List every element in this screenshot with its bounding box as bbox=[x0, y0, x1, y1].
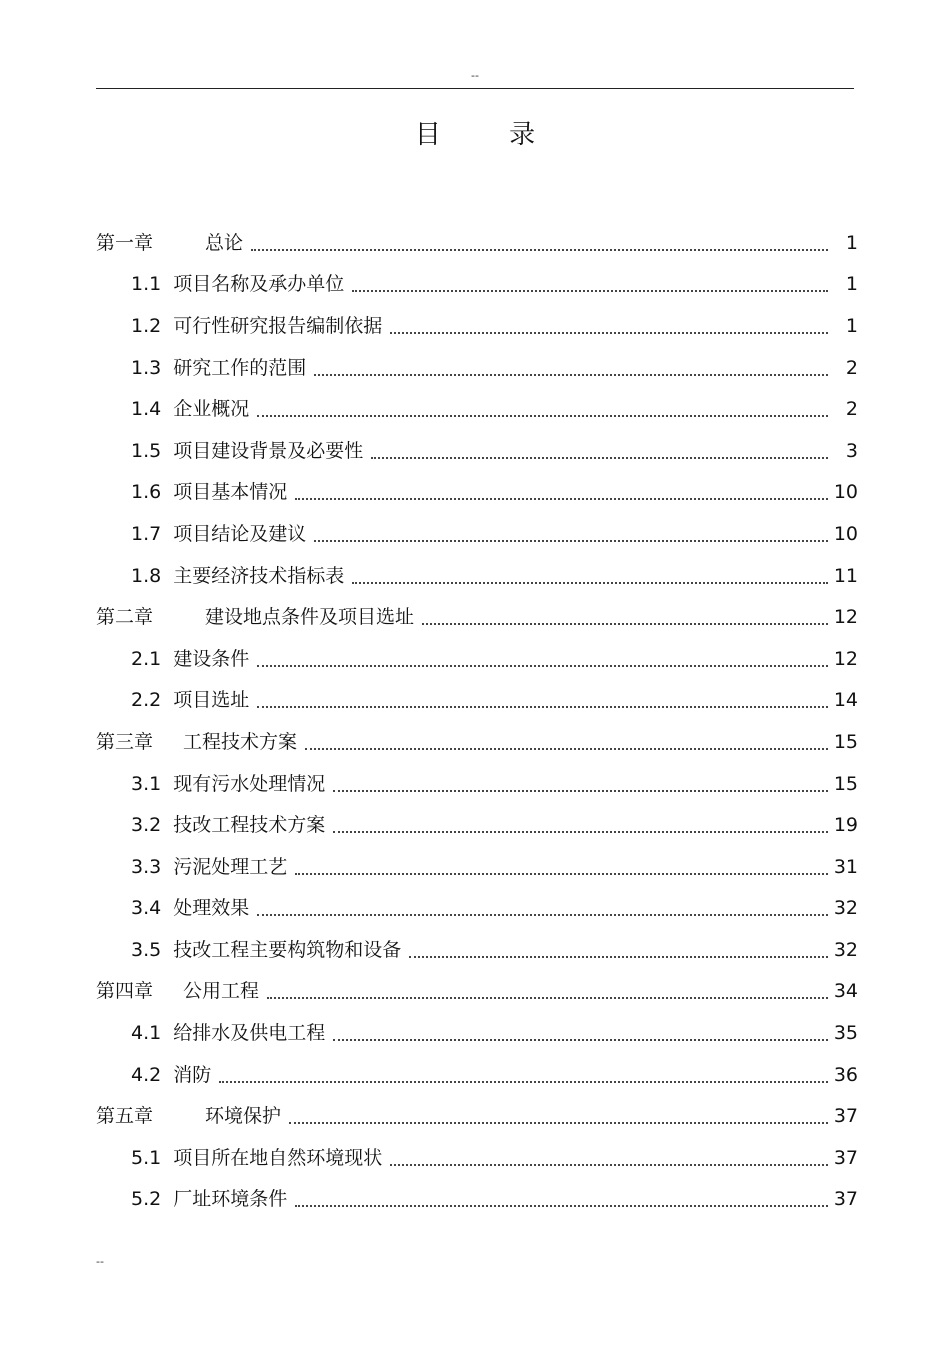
toc-entry-text: 环境保护 bbox=[205, 1105, 282, 1128]
toc-section-number: 4.1 bbox=[131, 1022, 162, 1045]
toc-chapter-label: 第三章 bbox=[96, 730, 154, 753]
toc-chapter-entry[interactable] bbox=[96, 971, 858, 1013]
toc-page-number: 34 bbox=[833, 980, 858, 1003]
toc-page-number: 37 bbox=[833, 1146, 858, 1169]
toc-page-number: 11 bbox=[833, 564, 858, 587]
toc-section-number: 1.1 bbox=[131, 273, 162, 296]
toc-dot-leader bbox=[422, 623, 828, 625]
header-mark: -- bbox=[471, 69, 479, 82]
toc-section-number: 3.5 bbox=[131, 938, 162, 961]
toc-section-number: 3.4 bbox=[131, 897, 162, 920]
toc-section-number: 3.1 bbox=[131, 772, 162, 795]
toc-chapter-label: 第二章 bbox=[96, 606, 154, 629]
toc-dot-leader bbox=[257, 706, 828, 708]
toc-chapter-entry[interactable] bbox=[96, 721, 858, 763]
toc-section-entry[interactable] bbox=[96, 804, 858, 846]
toc-entry-text: 公用工程 bbox=[183, 980, 260, 1003]
toc-dot-leader bbox=[333, 790, 828, 792]
toc-dot-leader bbox=[409, 956, 828, 958]
toc-page-number: 12 bbox=[833, 606, 858, 629]
toc-section-entry[interactable] bbox=[96, 555, 858, 597]
toc-dot-leader bbox=[314, 374, 828, 376]
toc-section-number: 2.1 bbox=[131, 647, 162, 670]
toc-page-number: 15 bbox=[833, 730, 858, 753]
table-of-contents bbox=[96, 222, 858, 1220]
toc-dot-leader bbox=[305, 748, 828, 750]
toc-page-number: 2 bbox=[845, 356, 858, 379]
toc-chapter-entry[interactable] bbox=[96, 596, 858, 638]
toc-chapter-entry[interactable] bbox=[96, 222, 858, 264]
toc-dot-leader bbox=[333, 831, 828, 833]
toc-section-number: 3.3 bbox=[131, 855, 162, 878]
toc-entry-text: 项目结论及建议 bbox=[173, 522, 307, 545]
toc-chapter-label: 第四章 bbox=[96, 980, 154, 1003]
toc-page-number: 19 bbox=[833, 814, 858, 837]
toc-entry-text: 厂址环境条件 bbox=[173, 1188, 288, 1211]
toc-entry-text: 项目所在地自然环境现状 bbox=[173, 1146, 383, 1169]
toc-dot-leader bbox=[257, 914, 828, 916]
toc-section-entry[interactable] bbox=[96, 388, 858, 430]
toc-section-entry[interactable] bbox=[96, 929, 858, 971]
toc-entry-text: 项目建设背景及必要性 bbox=[173, 439, 364, 462]
toc-dot-leader bbox=[295, 498, 828, 500]
toc-page-number: 36 bbox=[833, 1063, 858, 1086]
toc-dot-leader bbox=[371, 457, 828, 459]
toc-page-number: 2 bbox=[845, 398, 858, 421]
toc-dot-leader bbox=[257, 415, 828, 417]
toc-entry-text: 给排水及供电工程 bbox=[173, 1022, 326, 1045]
toc-dot-leader bbox=[257, 665, 828, 667]
toc-entry-text: 项目基本情况 bbox=[173, 481, 288, 504]
toc-section-entry[interactable] bbox=[96, 888, 858, 930]
toc-entry-text: 消防 bbox=[173, 1063, 212, 1086]
toc-page-number: 37 bbox=[833, 1105, 858, 1128]
toc-section-number: 2.2 bbox=[131, 689, 162, 712]
toc-page-number: 10 bbox=[833, 481, 858, 504]
toc-section-number: 1.6 bbox=[131, 481, 162, 504]
toc-entry-text: 污泥处理工艺 bbox=[173, 855, 288, 878]
toc-section-entry[interactable] bbox=[96, 763, 858, 805]
toc-entry-text: 主要经济技术指标表 bbox=[173, 564, 345, 587]
toc-dot-leader bbox=[390, 1164, 828, 1166]
toc-dot-leader bbox=[289, 1122, 828, 1124]
toc-entry-text: 建设条件 bbox=[173, 647, 250, 670]
toc-dot-leader bbox=[267, 997, 828, 999]
toc-chapter-label: 第五章 bbox=[96, 1105, 154, 1128]
toc-entry-text: 研究工作的范围 bbox=[173, 356, 307, 379]
toc-section-number: 1.8 bbox=[131, 564, 162, 587]
toc-dot-leader bbox=[219, 1081, 828, 1083]
toc-chapter-entry[interactable] bbox=[96, 1095, 858, 1137]
toc-entry-text: 技改工程技术方案 bbox=[173, 814, 326, 837]
toc-page-number: 37 bbox=[833, 1188, 858, 1211]
toc-entry-text: 项目选址 bbox=[173, 689, 250, 712]
toc-page-number: 10 bbox=[833, 522, 858, 545]
toc-section-number: 5.1 bbox=[131, 1146, 162, 1169]
toc-entry-text: 工程技术方案 bbox=[183, 730, 298, 753]
toc-chapter-label: 第一章 bbox=[96, 231, 154, 254]
toc-entry-text: 企业概况 bbox=[173, 398, 250, 421]
toc-section-entry[interactable] bbox=[96, 1179, 858, 1221]
toc-dot-leader bbox=[314, 540, 828, 542]
header-rule bbox=[96, 88, 854, 89]
toc-entry-text: 处理效果 bbox=[173, 897, 250, 920]
toc-page-number: 32 bbox=[833, 897, 858, 920]
toc-entry-text: 可行性研究报告编制依据 bbox=[173, 314, 383, 337]
toc-section-entry[interactable] bbox=[96, 846, 858, 888]
toc-section-number: 4.2 bbox=[131, 1063, 162, 1086]
toc-section-number: 1.2 bbox=[131, 314, 162, 337]
page-title: 目 录 bbox=[414, 120, 566, 150]
toc-dot-leader bbox=[295, 873, 828, 875]
toc-page-number: 14 bbox=[833, 689, 858, 712]
toc-entry-text: 建设地点条件及项目选址 bbox=[205, 606, 415, 629]
toc-dot-leader bbox=[352, 290, 828, 292]
toc-dot-leader bbox=[295, 1205, 828, 1207]
footer-mark: -- bbox=[96, 1255, 104, 1268]
toc-entry-text: 现有污水处理情况 bbox=[173, 772, 326, 795]
toc-section-entry[interactable] bbox=[96, 430, 858, 472]
toc-section-entry[interactable] bbox=[96, 472, 858, 514]
toc-dot-leader bbox=[352, 582, 828, 584]
toc-section-number: 1.7 bbox=[131, 522, 162, 545]
toc-page-number: 31 bbox=[833, 855, 858, 878]
toc-section-number: 1.4 bbox=[131, 398, 162, 421]
toc-section-entry[interactable] bbox=[96, 638, 858, 680]
toc-page-number: 1 bbox=[845, 273, 858, 296]
toc-page-number: 32 bbox=[833, 938, 858, 961]
toc-entry-text: 技改工程主要构筑物和设备 bbox=[173, 938, 402, 961]
toc-page-number: 1 bbox=[845, 231, 858, 254]
toc-section-entry[interactable] bbox=[96, 1137, 858, 1179]
toc-section-entry[interactable] bbox=[96, 305, 858, 347]
toc-page-number: 1 bbox=[845, 314, 858, 337]
toc-page-number: 12 bbox=[833, 647, 858, 670]
toc-dot-leader bbox=[251, 249, 828, 251]
toc-section-entry[interactable] bbox=[96, 1054, 858, 1096]
toc-section-number: 1.3 bbox=[131, 356, 162, 379]
toc-dot-leader bbox=[333, 1039, 828, 1041]
toc-section-entry[interactable] bbox=[96, 513, 858, 555]
toc-section-number: 5.2 bbox=[131, 1188, 162, 1211]
toc-section-number: 1.5 bbox=[131, 439, 162, 462]
toc-entry-text: 总论 bbox=[205, 231, 244, 254]
toc-section-entry[interactable] bbox=[96, 680, 858, 722]
toc-section-entry[interactable] bbox=[96, 347, 858, 389]
toc-dot-leader bbox=[390, 332, 828, 334]
toc-section-number: 3.2 bbox=[131, 814, 162, 837]
toc-entry-text: 项目名称及承办单位 bbox=[173, 273, 345, 296]
toc-section-entry[interactable] bbox=[96, 264, 858, 306]
toc-section-entry[interactable] bbox=[96, 1012, 858, 1054]
toc-page-number: 15 bbox=[833, 772, 858, 795]
toc-page-number: 3 bbox=[845, 439, 858, 462]
toc-page-number: 35 bbox=[833, 1022, 858, 1045]
